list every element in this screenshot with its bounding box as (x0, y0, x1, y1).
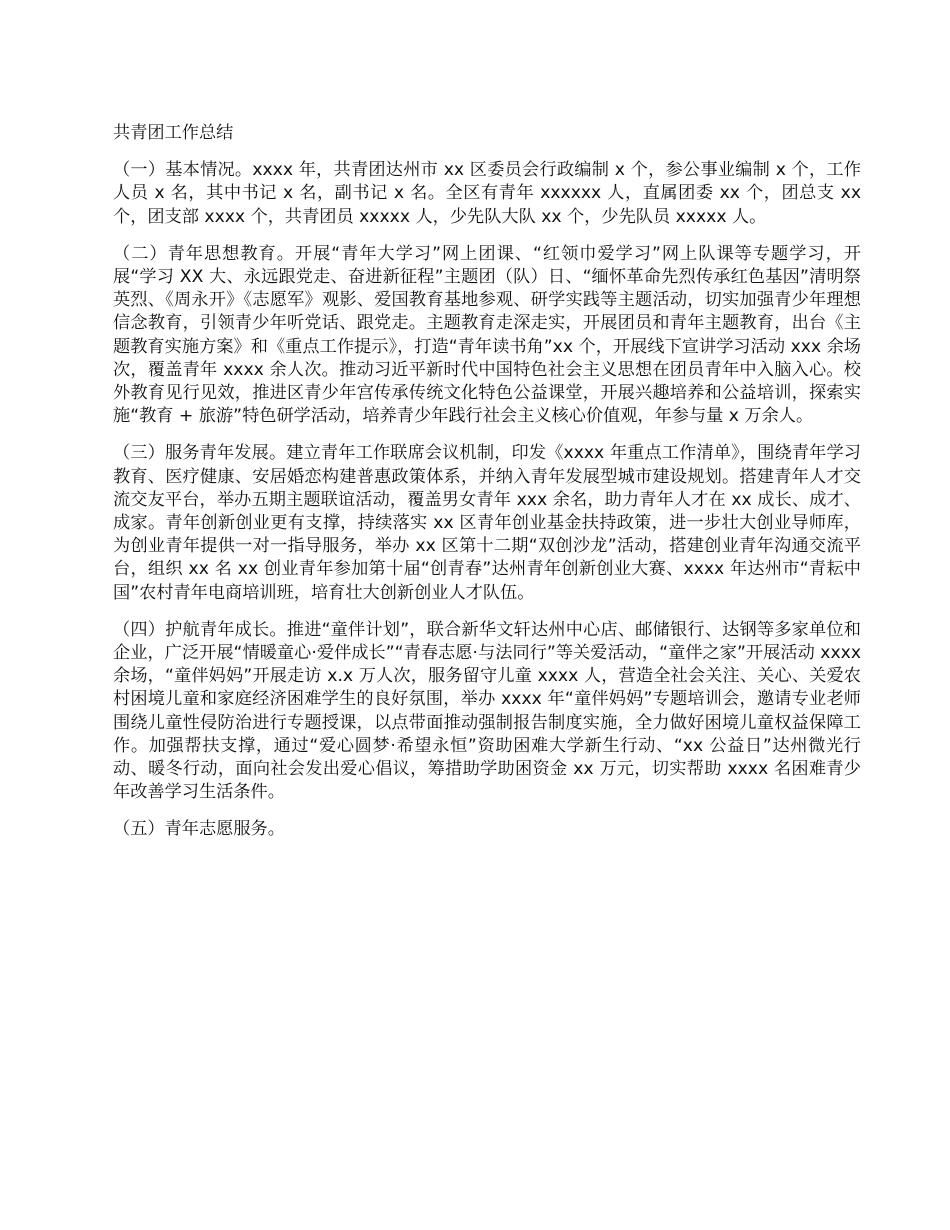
paragraph-ideological-education: （二）青年思想教育。开展“青年大学习”网上团课、“红领巾爱学习”网上队课等专题学习，开展“学习 XX 大、永远跟党走、奋进新征程”主题团（队）日、“缅怀革命先烈传承红色基因”清明祭英烈、《周永开》《志愿军》观影、爱国教育基地参观、研学实践等主题活动，切实加强青少年理想信念教育，引领青少年听党话、跟党走。主题教育走深走实，开展团员和青年主题教育，出台《主题教育实施方案》和《重点工作提示》，打造“青年读书角”xx 个，开展线下宣讲学习活动 xxx 余场次，覆盖青年 xxxx 余人次。推动习近平新时代中国特色社会主义思想在团员青年中入脑入心。校外教育见行见效，推进区青少年宫传承传统文化特色公益课堂，开展兴趣培养和公益培训，探索实施“教育 + 旅游”特色研学活动，培养青少年践行社会主义核心价值观，年参与量 x 万余人。 (113, 243, 861, 427)
paragraph-volunteer-service: （五）青年志愿服务。 (113, 819, 285, 840)
document-title: 共青团工作总结 (113, 123, 234, 143)
paragraph-youth-growth: （四）护航青年成长。推进“童伴计划”，联合新华文轩达州中心店、邮储银行、达钢等多家单位和企业，广泛开展“情暖童心·爱伴成长”“青春志愿·与法同行”等关爱活动，“童伴之家”开展活动 xxxx 余场，“童伴妈妈”开展走访 x.x 万人次，服务留守儿童 xxxx 人，营造全社会关注、关心、关爱农村困境儿童和家庭经济困难学生的良好氛围，举办 xxxx 年“童伴妈妈”专题培训会，邀请专业老师围绕儿童性侵防治进行专题授课，以点带面推动强制报告制度实施，全力做好困境儿童权益保障工作。加强帮扶支撑，通过“爱心圆梦·希望永恒”资助困难大学新生行动、“xx 公益日”达州微光行动、暖冬行动，面向社会发出爱心倡议，筹措助学助困资金 xx 万元，切实帮助 xxxx 名困难青少年改善学习生活条件。 (113, 619, 861, 803)
paragraph-youth-development: （三）服务青年发展。建立青年工作联席会议机制，印发《xxxx 年重点工作清单》，围绕青年学习教育、医疗健康、安居婚恋构建普惠政策体系，并纳入青年发展型城市建设规划。搭建青年人才交流交友平台，举办五期主题联谊活动，覆盖男女青年 xxx 余名，助力青年人才在 xx 成长、成才、成家。青年创新创业更有支撑，持续落实 xx 区青年创业基金扶持政策，进一步壮大创业导师库，为创业青年提供一对一指导服务，举办 xx 区第十二期“双创沙龙”活动，搭建创业青年沟通交流平台，组织 xx 名 xx 创业青年参加第十届“创青春”达州青年创新创业大赛、xxxx 年达州市“青耘中国”农村青年电商培训班，培育壮大创新创业人才队伍。 (113, 443, 861, 603)
document-page (113, 122, 861, 856)
paragraph-basic-situation: （一）基本情况。xxxx 年，共青团达州市 xx 区委员会行政编制 x 个，参公事业编制 x 个，工作人员 x 名，其中书记 x 名，副书记 x 名。全区有青年 xxxxxx 人，直属团委 xx 个，团总支 xx 个，团支部 xxxx 个，共青团员 xxxxx 人，少先队大队 xx 个，少先队员 xxxxx 人。 (113, 160, 861, 227)
